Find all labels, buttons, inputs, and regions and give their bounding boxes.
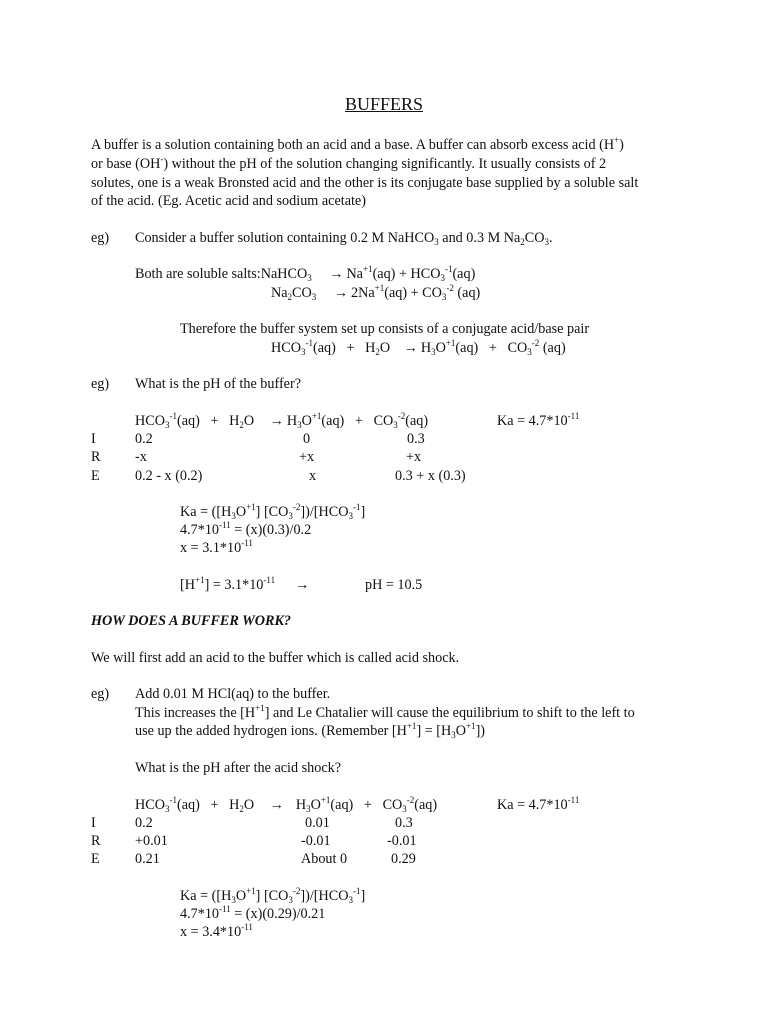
ph-result: pH = 10.5	[365, 577, 423, 593]
ice-1-cell: 0.2 - x (0.2)	[135, 468, 203, 484]
intro-line-3: solutes, one is a weak Bronsted acid and the other is its conjugate base supplied by a soluble salt	[91, 175, 639, 191]
ice-1-row-label: E	[91, 468, 100, 484]
ice-1-cell: 0.2	[135, 431, 153, 447]
ice-2-cell: +0.01	[135, 833, 168, 849]
reaction-arrow: →	[295, 577, 310, 593]
therefore-text: Therefore the buffer system set up consists of a conjugate acid/base pair	[180, 321, 590, 337]
ka-expression-2: $Ka = ([H_3O^{+1}]$ $[CO_3^{-2}])/[HCO_3^{-1}]$	[180, 886, 366, 905]
ice-1-cell: -x	[135, 449, 147, 465]
page-title: BUFFERS	[344, 94, 424, 114]
example-1-text: Consider a buffer solution containing 0.2 M NaHCO$_3$ and 0.3 M $Na_2CO_3$.	[135, 230, 553, 247]
ph-question: What is the pH of the buffer?	[135, 376, 301, 392]
ice-1-row-label: I	[91, 431, 96, 447]
reaction-arrow: →	[269, 797, 284, 813]
intro-line-2: or base (OH-) without the pH of the solution changing significantly. It usually consists of 2	[91, 154, 607, 172]
acid-shock-text: We will first add an acid to the buffer which is called acid shock.	[91, 650, 460, 666]
buffer-equation: $HCO_3^{-1}(aq)$ + $H_2O \to H_3O^{+1}(aq)$ + $CO_3^{-2}$ (aq)	[271, 338, 566, 357]
ice-1-cell: x	[309, 468, 317, 484]
acid-shock-question: What is the pH after the acid shock?	[135, 760, 342, 776]
ice-1-cell: 0.3 + x (0.3)	[395, 468, 466, 484]
calc-1-line-3: $x = 3.1*10^{-11}$	[180, 538, 253, 556]
section-heading: HOW DOES A BUFFER WORK?	[91, 613, 292, 629]
example-3-line-2: This increases the $[H^{+1}]$ and Le Chatalier will cause the equilibrium to shift to the left to	[135, 703, 635, 721]
h-concentration: $[H^{+1}] = 3.1*10^{-11}$ →	[180, 575, 310, 593]
calc-2-line-3: $x = 3.4*10^{-11}$	[180, 922, 253, 940]
soluble-salts-line-2: $Na_2CO_3 \to 2Na^{+1}(aq) + CO_3^{-2}$ (aq)	[271, 283, 481, 302]
ice-1-cell: +x	[299, 449, 315, 465]
ice-1-cell: +x	[406, 449, 422, 465]
ice-1-cell: 0	[303, 431, 311, 447]
ice-2-cell: 0.2	[135, 815, 153, 831]
intro-line-1: A buffer is a solution containing both an acid and a base. A buffer can absorb excess acid (H+)	[91, 135, 624, 153]
eg-label-2: eg)	[91, 376, 110, 392]
example-3-line-3: use up the added hydrogen ions. (Remember $[H^{+1}] = [H_3O^{+1}]$)	[135, 721, 486, 740]
calc-1-line-2: $4.7*10^{-11} = (x)(0.3)/0.2$	[180, 520, 312, 538]
ice-2-cell: -0.01	[301, 833, 331, 849]
ka-value-1: $Ka = 4.7*10^{-11}$	[497, 411, 580, 429]
reaction-arrow: →	[333, 285, 348, 301]
ice-1-equation: $HCO_3^{-1}(aq)$ + $H_2O \to H_3O^{+1}(aq)$ + $CO_3^{-2}(aq)$	[135, 411, 429, 430]
ice-2-cell: 0.3	[395, 815, 413, 831]
ice-1-row-label: R	[91, 449, 101, 465]
ice-2-row-label: E	[91, 851, 100, 867]
example-3-line-1: Add 0.01 M HCl(aq) to the buffer.	[135, 686, 331, 702]
ice-2-row-label: I	[91, 815, 96, 831]
reaction-arrow: →	[403, 340, 418, 356]
reaction-arrow: →	[269, 413, 284, 429]
eg-label-3: eg)	[91, 686, 110, 702]
ice-2-cell: 0.01	[305, 815, 330, 831]
ka-value-2: $Ka = 4.7*10^{-11}$	[497, 795, 580, 813]
reaction-arrow: →	[329, 266, 344, 282]
intro-line-4: of the acid. (Eg. Acetic acid and sodium acetate)	[91, 193, 366, 209]
soluble-salts-line-1: Both are soluble salts:NaHCO$_3$ → $Na^{+1}(aq) + HCO_3^{-1}(aq)$	[135, 264, 476, 283]
calc-2-line-2: $4.7*10^{-11} = (x)(0.29)/0.21$	[180, 904, 326, 922]
ka-expression-1: $Ka = ([H_3O^{+1}]$ $[CO_3^{-2}])/[HCO_3^{-1}]$	[180, 502, 366, 521]
ice-2-equation: $HCO_3^{-1}(aq)$ + $H_2O \to H_3O^{+1}(aq)$ + $CO_3^{-2}(aq)$	[135, 795, 438, 814]
eg-label-1: eg)	[91, 230, 110, 246]
ice-2-cell: 0.21	[135, 851, 160, 867]
ice-2-cell: 0.29	[391, 851, 416, 867]
ice-1-cell: 0.3	[407, 431, 425, 447]
ice-2-cell: About 0	[301, 851, 348, 867]
ice-2-row-label: R	[91, 833, 101, 849]
ice-2-cell: -0.01	[387, 833, 417, 849]
